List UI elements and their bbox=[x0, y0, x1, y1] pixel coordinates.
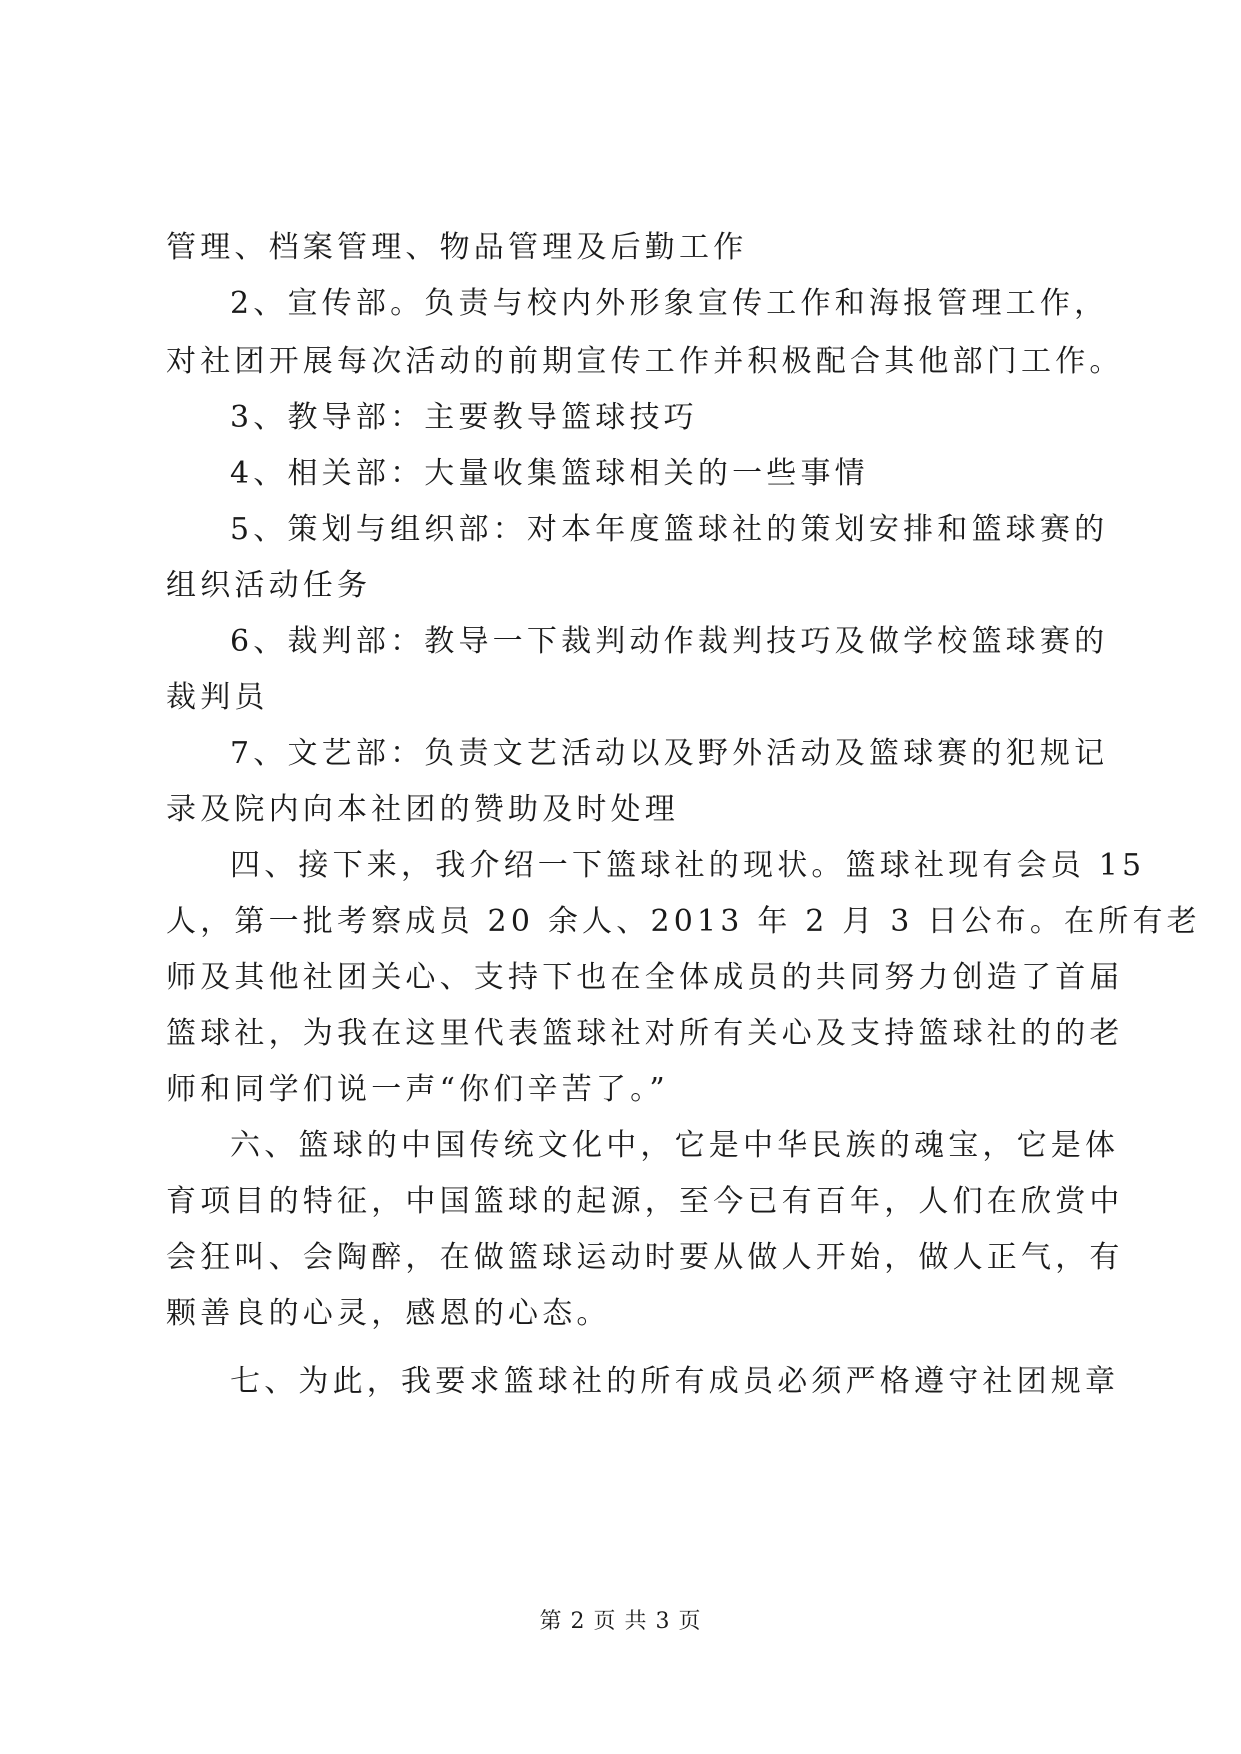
text-line: 对社团开展每次活动的前期宣传工作并积极配合其他部门工作。 bbox=[166, 344, 1124, 379]
text-line: 人，第一批考察成员 20 余人、2013 年 2 月 3 日公布。在所有老 bbox=[166, 904, 1201, 939]
text-line: 颗善良的心灵，感恩的心态。 bbox=[166, 1296, 611, 1331]
text-line: 7、文艺部：负责文艺活动以及野外活动及篮球赛的犯规记 bbox=[230, 736, 1109, 771]
text-line: 会狂叫、会陶醉，在做篮球运动时要从做人开始，做人正气，有 bbox=[166, 1240, 1124, 1275]
text-line: 6、裁判部：教导一下裁判动作裁判技巧及做学校篮球赛的 bbox=[230, 624, 1109, 659]
text-line: 篮球社，为我在这里代表篮球社对所有关心及支持篮球社的的老 bbox=[166, 1016, 1124, 1051]
text-line: 5、策划与组织部：对本年度篮球社的策划安排和篮球赛的 bbox=[230, 512, 1109, 547]
text-line: 组织活动任务 bbox=[166, 568, 372, 603]
text-line: 录及院内向本社团的赞助及时处理 bbox=[166, 792, 679, 827]
text-line: 裁判员 bbox=[166, 680, 269, 715]
page-number-footer: 第 2 页 共 3 页 bbox=[539, 1609, 702, 1634]
text-line: 3、教导部：主要教导篮球技巧 bbox=[230, 400, 698, 435]
text-line: 七、为此，我要求篮球社的所有成员必须严格遵守社团规章 bbox=[230, 1364, 1120, 1399]
text-line: 2、宣传部。负责与校内外形象宣传工作和海报管理工作， bbox=[230, 286, 1109, 321]
text-line: 师及其他社团关心、支持下也在全体成员的共同努力创造了首届 bbox=[166, 960, 1124, 995]
text-line: 师和同学们说一声“你们辛苦了。” bbox=[166, 1072, 669, 1107]
text-line: 4、相关部：大量收集篮球相关的一些事情 bbox=[230, 456, 869, 491]
text-line: 四、接下来，我介绍一下篮球社的现状。篮球社现有会员 15 bbox=[230, 848, 1146, 883]
text-line: 育项目的特征，中国篮球的起源，至今已有百年，人们在欣赏中 bbox=[166, 1184, 1124, 1219]
text-line: 管理、档案管理、物品管理及后勤工作 bbox=[166, 230, 748, 265]
text-line: 六、篮球的中国传统文化中，它是中华民族的魂宝，它是体 bbox=[230, 1128, 1120, 1163]
